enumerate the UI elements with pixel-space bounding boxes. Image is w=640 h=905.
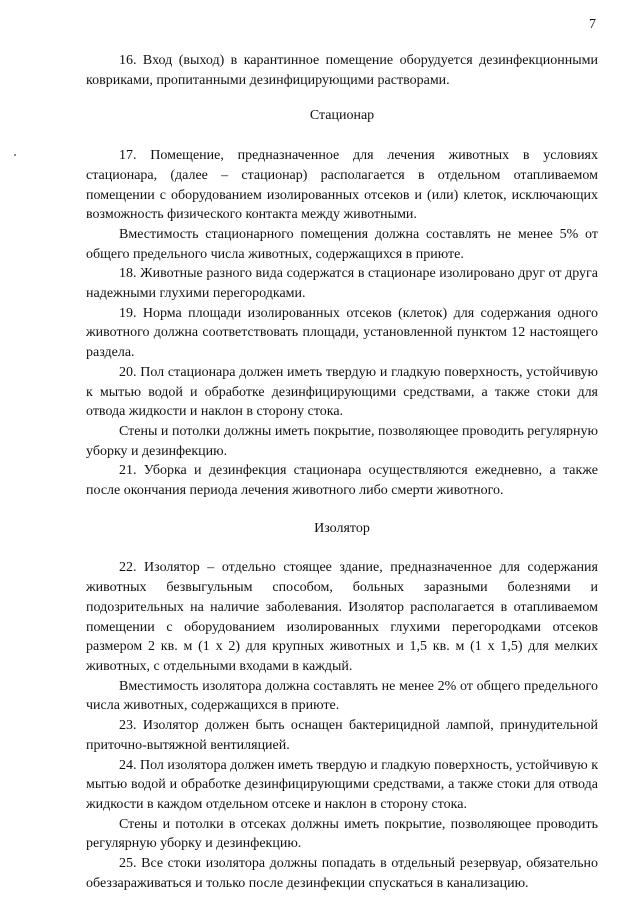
paragraph-20: 20. Пол стационара должен иметь твердую и гладкую поверхность, устойчивую к мытью водой и обработке дезинфицирующими средствами, а также стоки для отвода жидкости и наклон в сторону стока. <box>86 364 598 420</box>
paragraph-22: 22. Изолятор – отдельно стоящее здание, предназначенное для содержания животных безвыгульным способом, больных заразными болезнями и подозрительных на наличие заболевания. Изолятор располагается в отапливаемом помещении с оборудованием изолированных глухими перегородками отсеков размером 2 кв. м (1 х 2) для крупных животных и 1,5 кв. м (1 х 1,5) для мелких животных, с отдельными входами в каждый. <box>86 560 598 674</box>
page-number: 7 <box>589 17 596 32</box>
paragraph-17: 17. Помещение, предназначенное для лечения животных в условиях стационара, (далее – стационар) располагается в отдельном отапливаемом помещении с оборудованием изолированных отсеков и (или) клеток, исключающих возможность физического контакта между животными. <box>86 148 598 223</box>
paragraph-25: 25. Все стоки изолятора должны попадать в отдельный резервуар, обязательно обеззараживаться и только после дезинфекции спускаться в канализацию. <box>86 856 598 891</box>
paragraph-18: 18. Животные разного вида содержатся в стационаре изолировано друг от друга надежными глухими перегородками. <box>86 266 598 302</box>
scan-speck <box>14 154 16 156</box>
paragraph-17-capacity: Вместимость стационарного помещения должна составлять не менее 5% от общего предельного числа животных, содержащихся в приюте. <box>86 226 598 262</box>
paragraph-24-walls: Стены и потолки в отсеках должны иметь покрытие, позволяющее проводить регулярную уборку и дезинфекцию. <box>86 816 598 852</box>
document-body <box>86 51 598 893</box>
section-heading-isolator: Изолятор <box>314 520 370 536</box>
paragraph-19: 19. Норма площади изолированных отсеков (клеток) для содержания одного животного должна соответствовать площади, установленной пунктом 12 настоящего раздела. <box>86 305 598 361</box>
section-heading-stationary: Стационар <box>309 108 375 124</box>
paragraph-22-capacity: Вместимость изолятора должна составлять не менее 2% от общего предельного числа животных, содержащихся в приюте. <box>86 678 598 714</box>
paragraph-20-walls: Стены и потолки должны иметь покрытие, позволяющее проводить регулярную уборку и дезинфекцию. <box>86 423 598 459</box>
paragraph-23: 23. Изолятор должен быть оснащен бактерицидной лампой, принудительной приточно-вытяжной вентиляцией. <box>86 718 598 753</box>
paragraph-16: 16. Вход (выход) в карантинное помещение оборудуется дезинфекционными ковриками, пропитанными дезинфицирующими растворами. <box>86 53 598 88</box>
paragraph-24: 24. Пол изолятора должен иметь твердую и гладкую поверхность, устойчивую к мытью водой и обработке дезинфицирующими средствами, а также стоки для отвода жидкости в каждом отдельном отсеке и наклон в сторону стока. <box>86 757 598 812</box>
paragraph-21: 21. Уборка и дезинфекция стационара осуществляются ежедневно, а также после окончания периода лечения животного либо смерти животного. <box>86 463 598 499</box>
